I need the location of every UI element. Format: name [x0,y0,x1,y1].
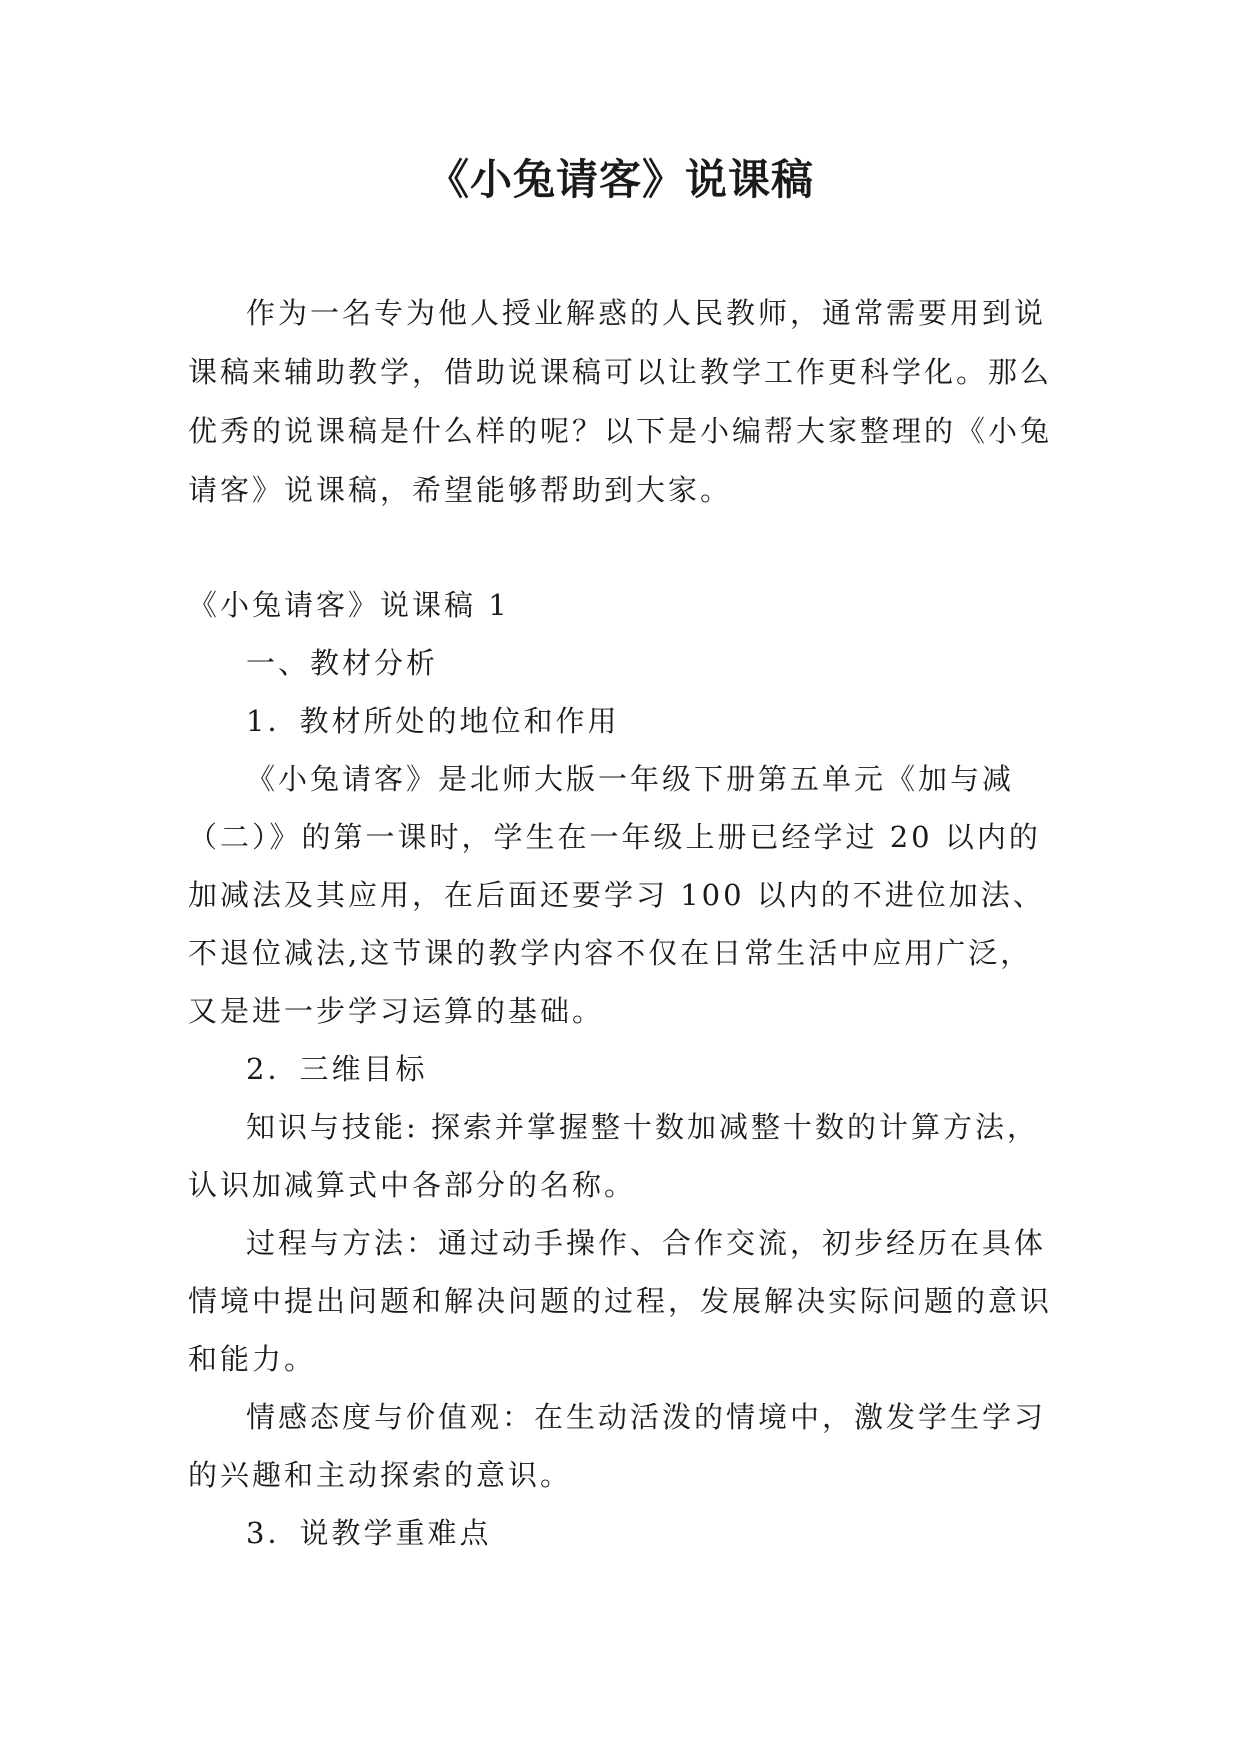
item-heading-2: 2．三维目标 [246,1052,428,1086]
item-body-1: 《小兔请客》是北师大版一年级下册第五单元《加与减（二）》的第一课时，学生在一年级上册已经学过 20 以内的加减法及其应用，在后面还要学习 100 以内的不进位加法、不退位减法,这节课的教学内容不仅在日常生活中应用广泛，又是进一步学习运算的基础。 [188,762,1045,1028]
document-title: 《小兔请客》说课稿 [426,155,814,204]
intro-paragraph: 作为一名专为他人授业解惑的人民教师，通常需要用到说课稿来辅助教学，借助说课稿可以让教学工作更科学化。那么优秀的说课稿是什么样的呢？以下是小编帮大家整理的《小兔请客》说课稿，希望能够帮助到大家。 [188,296,1053,507]
section-1 [188,576,1058,1562]
goal-knowledge-paragraph: 知识与技能: 探索并掌握整十数加减整十数的计算方法，认识加减算式中各部分的名称。 [188,1110,1039,1202]
part-heading: 一、教材分析 [246,646,439,680]
item-heading-1: 1．教材所处的地位和作用 [246,704,620,738]
section-heading: 《小兔请客》说课稿 1 [188,588,510,622]
intro-block [188,284,1058,520]
item-heading-3: 3．说教学重难点 [246,1516,492,1550]
goal-emotion-paragraph: 情感态度与价值观：在生动活泼的情境中，激发学生学习的兴趣和主动探索的意识。 [188,1400,1047,1492]
goal-process-paragraph: 过程与方法：通过动手操作、合作交流，初步经历在具体情境中提出问题和解决问题的过程，发展解决实际问题的意识和能力。 [188,1226,1053,1376]
